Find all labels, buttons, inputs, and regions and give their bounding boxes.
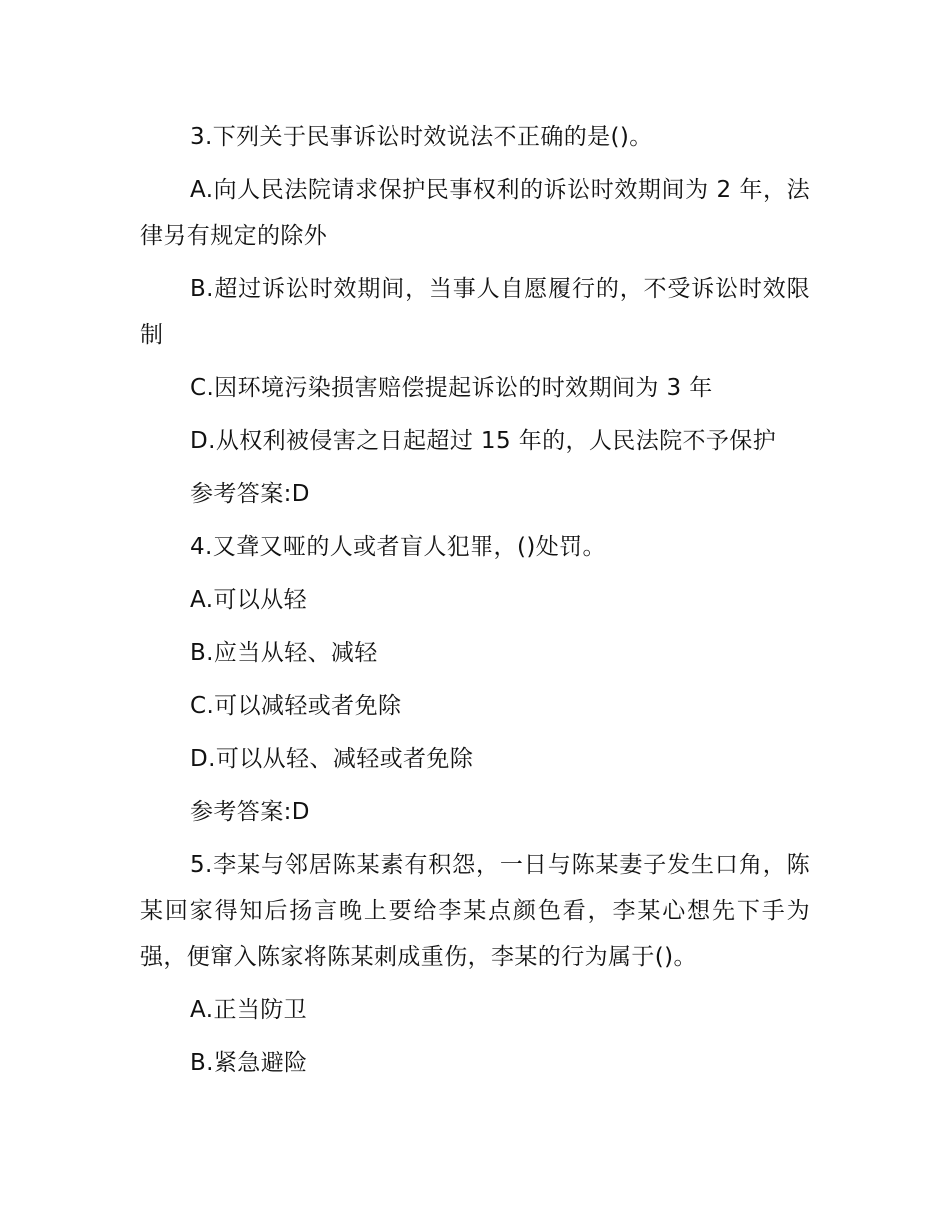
question-3-stem: 3.下列关于民事诉讼时效说法不正确的是()。 [190,124,653,150]
question-4-option-c: C.可以减轻或者免除 [190,693,402,719]
question-3-answer: 参考答案:D [190,481,310,507]
question-5-stem: 5.李某与邻居陈某素有积怨，一日与陈某妻子发生口角，陈某回家得知后扬言晚上要给李某点颜色看，李某心想先下手为强，便窜入陈家将陈某刺成重伤，李某的行为属于()。 [140,852,810,970]
question-3-option-b: B.超过诉讼时效期间，当事人自愿履行的，不受诉讼时效限制 [140,276,810,348]
question-4-option-b: B.应当从轻、减轻 [190,640,378,666]
question-4-answer: 参考答案:D [190,799,310,825]
question-4-option-d: D.可以从轻、减轻或者免除 [190,746,474,772]
question-3-option-c: C.因环境污染损害赔偿提起诉讼的时效期间为 3 年 [190,375,713,401]
question-5-option-b: B.紧急避险 [190,1050,308,1076]
question-4-stem: 4.又聋又哑的人或者盲人犯罪，()处罚。 [190,534,606,560]
document-body [140,114,810,1093]
question-3-option-a: A.向人民法院请求保护民事权利的诉讼时效期间为 2 年，法律另有规定的除外 [140,177,810,249]
question-3-option-d: D.从权利被侵害之日起超过 15 年的，人民法院不予保护 [190,428,777,454]
question-5-option-a: A.正当防卫 [190,997,308,1023]
question-4-option-a: A.可以从轻 [190,587,308,613]
